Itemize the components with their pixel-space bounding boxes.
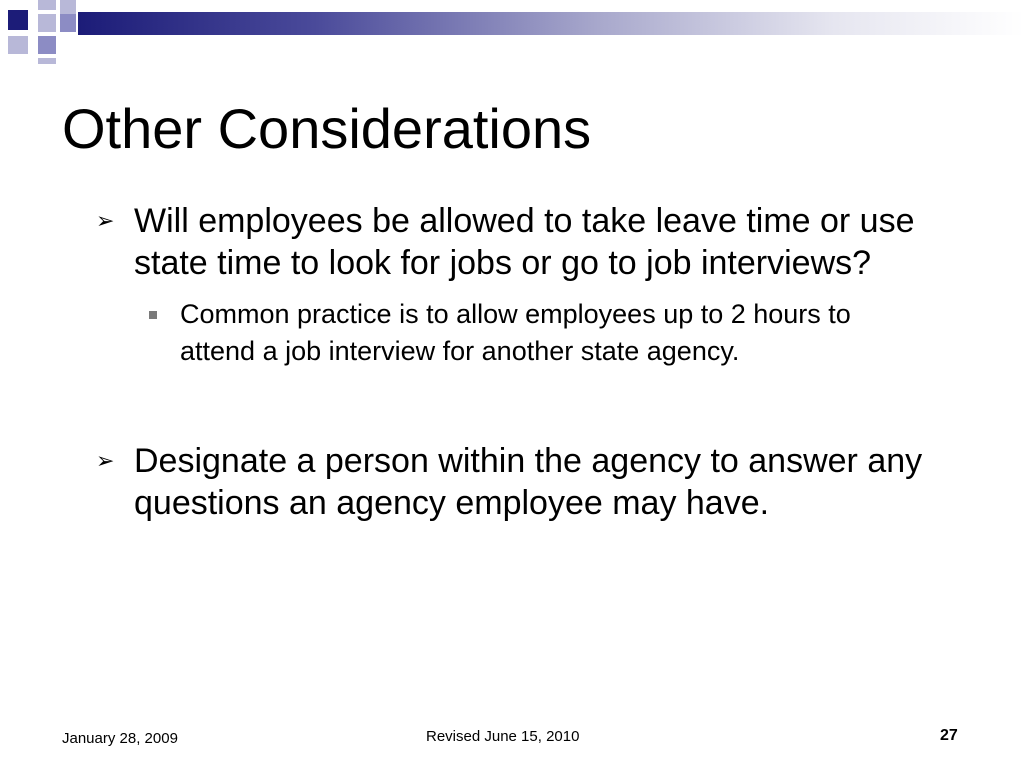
slide-title: Other Considerations (62, 97, 592, 160)
square-bullet-icon (149, 311, 157, 319)
footer-revised: Revised June 15, 2010 (426, 728, 580, 745)
header-gradient-bar (78, 12, 1024, 35)
deco-square (8, 10, 28, 30)
deco-square (38, 0, 56, 10)
deco-square (38, 58, 56, 64)
slide-number: 27 (940, 727, 958, 744)
sub-bullet-text: Common practice is to allow employees up to 2 hours to attend a job interview for another state agency. (180, 299, 851, 366)
footer-date: January 28, 2009 (62, 730, 178, 747)
bullet-item (96, 440, 966, 524)
bullet-text: Will employees be allowed to take leave time or use state time to look for jobs or go to job interviews? (134, 202, 915, 282)
bullet-text: Designate a person within the agency to answer any questions an agency employee may have. (134, 442, 923, 522)
deco-square (60, 14, 76, 32)
deco-square (60, 0, 76, 14)
sub-bullet-item (180, 296, 900, 370)
deco-square (38, 14, 56, 32)
deco-square (8, 36, 28, 54)
deco-square (38, 36, 56, 54)
bullet-item (96, 200, 966, 284)
bullet-list (96, 200, 966, 524)
arrow-bullet-icon: ➢ (96, 448, 115, 473)
decorative-header-squares (0, 0, 1024, 70)
arrow-bullet-icon: ➢ (96, 208, 115, 233)
